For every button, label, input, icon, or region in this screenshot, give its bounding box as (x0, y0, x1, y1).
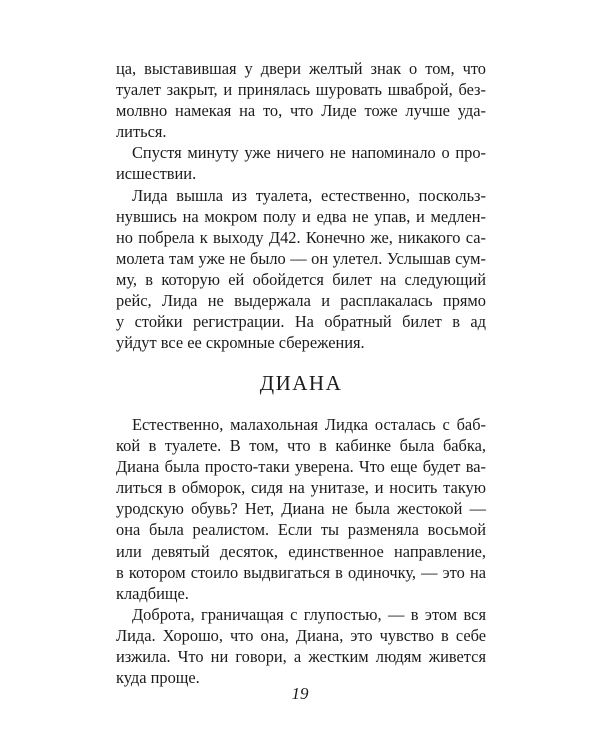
text-line: Доброта, граничащая с глупостью, — в этом вся (132, 604, 486, 624)
text-line: уйдут все ее скромные сбережения. (116, 333, 365, 353)
text-line: туалет закрыт, и принялась шуровать шваброй, без- (116, 80, 486, 100)
text-line: литься. (116, 122, 167, 142)
text-line: кладбище. (116, 583, 189, 603)
text-line: молвно намекая на то, что Лиде тоже лучше уда- (116, 101, 486, 121)
text-line: молета там уже не было — он улетел. Услышав сум- (116, 248, 486, 268)
text-line: у стойки регистрации. На обратный билет в ад (116, 312, 486, 332)
text-line: она была реалистом. Если ты разменяла восьмой (116, 520, 486, 540)
text-line: рейс, Лида не выдержала и расплакалась прямо (116, 291, 486, 311)
text-line: куда проще. (116, 668, 200, 688)
text-block-bottom (116, 414, 486, 688)
chapter-title: ДИАНА (259, 371, 343, 395)
text-line: му, в которую ей обойдется билет на следующий (116, 269, 486, 289)
text-line: литься в обморок, сидя на унитазе, и носить такую (116, 478, 486, 498)
text-line: уродскую обувь? Нет, Диана не была жестокой — (116, 499, 486, 519)
text-line: нувшись на мокром полу и едва не упав, и медлен- (116, 206, 486, 226)
text-line: Естественно, малахольная Лидка осталась с баб- (132, 415, 486, 434)
text-line: но побрела к выходу Д42. Конечно же, никакого са- (116, 227, 486, 247)
text-line: Лида вышла из туалета, естественно, поскольз- (132, 185, 486, 205)
text-line: в котором стоило выдвигаться в одиночку, — это на (116, 562, 486, 582)
text-line: исшествии. (116, 164, 197, 184)
text-line: ца, выставившая у двери желтый знак о том, что (116, 59, 486, 78)
text-line: Диана была просто-таки уверена. Что еще будет ва- (116, 457, 486, 477)
text-line: Лида. Хорошо, что она, Диана, это чувство в себе (116, 625, 486, 645)
page-number: 19 (291, 684, 309, 703)
text-line: кой в туалете. В том, что в кабинке была бабка, (116, 436, 486, 456)
text-line: или девятый десяток, единственное направление, (116, 541, 486, 561)
text-line: изжила. Что ни говори, а жестким людям живется (116, 647, 486, 667)
text-block-top (116, 58, 486, 353)
text-line: Спустя минуту уже ничего не напоминало о про- (132, 143, 486, 163)
